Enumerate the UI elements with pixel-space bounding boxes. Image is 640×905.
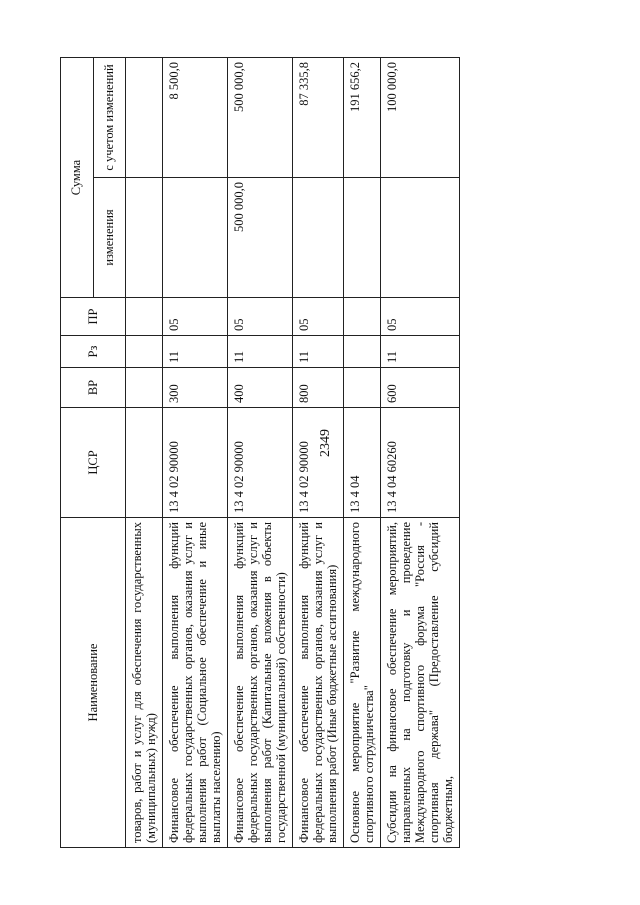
row-name-cell: товаров, работ и услуг для обеспечения государственных (муниципальных) нужд) [126, 518, 163, 848]
row-pr-cell: 05 [228, 298, 293, 336]
row-changes-cell [126, 178, 163, 298]
rotated-table-page [60, 58, 570, 848]
row-rz-cell: 11 [163, 336, 228, 368]
row-changes-cell [381, 178, 460, 298]
row-changes-cell [344, 178, 381, 298]
header-sum: Сумма [61, 58, 94, 298]
header-rz: Рз [61, 336, 126, 368]
table-row [344, 58, 381, 848]
row-csr-cell: 13 4 02 90000 [293, 408, 344, 518]
row-vr-cell: 800 [293, 368, 344, 408]
row-with-changes-cell: 191 656,2 [344, 58, 381, 178]
row-csr-cell: 13 4 04 60260 [381, 408, 460, 518]
row-name-cell: Финансовое обеспечение выполнения функций федеральных государственных органов, оказания услуг и выполнения работ (Капитальные вложения в объекты государственной (муниципальной) собственности) [228, 518, 293, 848]
row-with-changes-cell: 8 500,0 [163, 58, 228, 178]
header-pr: ПР [61, 298, 126, 336]
row-name-cell: Основное мероприятие "Развитие международного спортивного сотрудничества" [344, 518, 381, 848]
page-number: 2349 [318, 429, 333, 457]
table-row [126, 58, 163, 848]
table-row [381, 58, 460, 848]
header-with-changes: с учетом изменений [93, 58, 126, 178]
table-row [228, 58, 293, 848]
row-with-changes-cell [126, 58, 163, 178]
header-vr: ВР [61, 368, 126, 408]
row-vr-cell [344, 368, 381, 408]
row-pr-cell: 05 [163, 298, 228, 336]
row-csr-cell: 13 4 02 90000 [228, 408, 293, 518]
row-pr-cell: 05 [381, 298, 460, 336]
row-vr-cell [126, 368, 163, 408]
row-name-cell: Финансовое обеспечение выполнения функций федеральных государственных органов, оказания услуг и выполнения работ (Социальное обеспечение и иные выплаты населению) [163, 518, 228, 848]
header-changes: изменения [93, 178, 126, 298]
row-pr-cell: 05 [293, 298, 344, 336]
row-vr-cell: 600 [381, 368, 460, 408]
row-changes-cell [163, 178, 228, 298]
row-rz-cell: 11 [381, 336, 460, 368]
row-changes-cell [293, 178, 344, 298]
row-rz-cell [126, 336, 163, 368]
table-row [163, 58, 228, 848]
row-changes-cell: 500 000,0 [228, 178, 293, 298]
table-row [293, 58, 344, 848]
row-vr-cell: 400 [228, 368, 293, 408]
header-name: Наименование [61, 518, 126, 848]
row-with-changes-cell: 87 335,8 [293, 58, 344, 178]
row-pr-cell [344, 298, 381, 336]
row-csr-cell [126, 408, 163, 518]
row-rz-cell [344, 336, 381, 368]
row-csr-cell: 13 4 04 [344, 408, 381, 518]
row-name-cell: Субсидии на финансовое обеспечение мероприятий, направленных на подготовку и проведение Международного спортивного форума "Россия - спортивная держава" (Предоставление субсидий бюджетным, [381, 518, 460, 848]
row-pr-cell [126, 298, 163, 336]
header-csr: ЦСР [61, 408, 126, 518]
row-csr-cell: 13 4 02 90000 [163, 408, 228, 518]
row-rz-cell: 11 [293, 336, 344, 368]
row-with-changes-cell: 500 000,0 [228, 58, 293, 178]
row-vr-cell: 300 [163, 368, 228, 408]
budget-table [60, 57, 460, 848]
row-rz-cell: 11 [228, 336, 293, 368]
row-with-changes-cell: 100 000,0 [381, 58, 460, 178]
row-name-cell: Финансовое обеспечение выполнения функций федеральных государственных органов, оказания услуг и выполнения работ (Иные бюджетные ассигнования) [293, 518, 344, 848]
